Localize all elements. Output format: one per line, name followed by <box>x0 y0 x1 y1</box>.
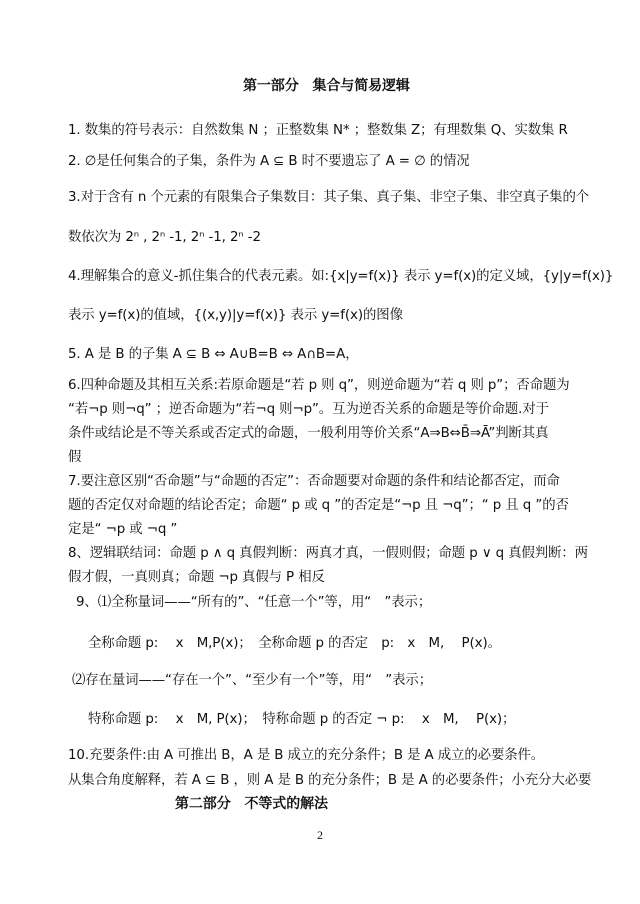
page-title: 第一部分 集合与简易逻辑 <box>243 78 410 94</box>
text-line: 5. A 是 B 的子集 A ⊆ B ⇔ A∪B=B ⇔ A∩B=A， <box>68 347 359 362</box>
text-line: 数依次为 2ⁿ , 2ⁿ -1, 2ⁿ -1, 2ⁿ -2 <box>68 230 261 245</box>
section-title: 第二部分 不等式的解法 <box>175 796 328 812</box>
text-line: 2. ∅是任何集合的子集，条件为 A ⊆ B 时不要遗忘了 A = ∅ 的情况 <box>68 154 470 169</box>
text-line: 特称命题 p: x M, P(x)； 特称命题 p 的否定 ¬ p: x M, P(x)； <box>88 712 516 727</box>
text-line: 10.充要条件:由 A 可推出 B，A 是 B 成立的充分条件；B 是 A 成立的必要条件。 <box>68 748 545 763</box>
text-line: 题的否定仅对命题的结论否定；命题“ p 或 q ”的否定是“¬p 且 ¬q”；“ p 且 q ”的否 <box>68 498 569 513</box>
text-line: 1. 数集的符号表示：自然数集 N ；正整数集 N* ；整数集 Z；有理数集 Q、实数集 R <box>68 123 568 138</box>
text-line: 6.四种命题及其相互关系:若原命题是“若 p 则 q”，则逆命题为“若 q 则 p”；否命题为 <box>68 378 570 393</box>
text-line: 8、逻辑联结词：命题 p ∧ q 真假判断：两真才真，一假则假；命题 p ∨ q 真假判断：两 <box>68 546 588 561</box>
text-line: 假 <box>68 450 82 465</box>
text-line: ⑵存在量词——“存在一个”、“至少有一个”等，用“ ”表示； <box>72 673 432 688</box>
text-line: 4.理解集合的意义-抓住集合的代表元素。如:{x|y=f(x)} 表示 y=f(x)的定义域，{y|y=f(x)} <box>68 269 614 284</box>
text-line: 全称命题 p: x M,P(x)； 全称命题 p 的否定 p: x M, P(x)。 <box>88 636 501 651</box>
text-line: 定是“ ¬p 或 ¬q ” <box>68 522 178 537</box>
text-line: 3.对于含有 n 个元素的有限集合子集数目：其子集、真子集、非空子集、非空真子集的个 <box>68 190 590 205</box>
text-line: 条件或结论是不等关系或否定式的命题，一般利用等价关系“A⇒B⇔B̄⇒Ā”判断其真 <box>68 426 549 441</box>
text-line: 从集合角度解释，若 A ⊆ B ，则 A 是 B 的充分条件；B 是 A 的必要条件；小充分大必要 <box>68 773 592 788</box>
text-line: 9、⑴全称量词——“所有的”、“任意一个”等，用“ ”表示； <box>76 595 432 610</box>
text-line: 假才假，一真则真；命题 ¬p 真假与 P 相反 <box>68 570 325 585</box>
text-line: 表示 y=f(x)的值域，{(x,y)|y=f(x)} 表示 y=f(x)的图像 <box>68 308 403 323</box>
text-line: “若¬p 则¬q” ；逆否命题为“若¬q 则¬p”。互为逆否关系的命题是等价命题.对于 <box>68 402 549 417</box>
text-line: 7.要注意区别“否命题”与“命题的否定”：否命题要对命题的条件和结论都否定，而命 <box>68 474 560 489</box>
page-number: 2 <box>317 828 323 842</box>
